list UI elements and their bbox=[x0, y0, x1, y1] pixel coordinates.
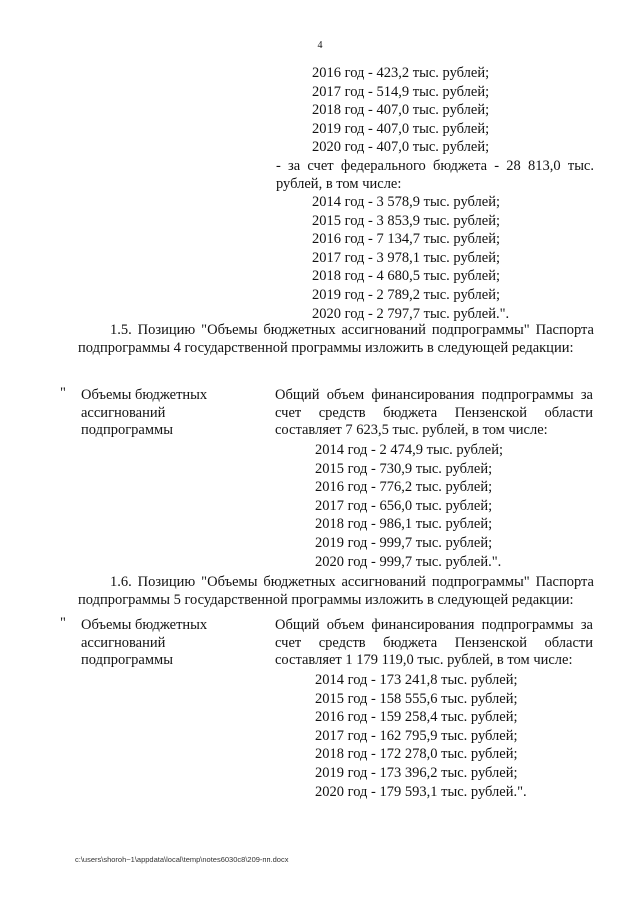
list-item: 2016 год - 7 134,7 тыс. рублей; bbox=[312, 231, 500, 248]
list-item: 2020 год - 179 593,1 тыс. рублей.". bbox=[315, 783, 527, 800]
section-1-5-text: 1.5. Позицию "Объемы бюджетных ассигнований подпрограммы" Паспорта подпрограммы 4 государственной программы изложить в следующей редакции: bbox=[78, 322, 594, 356]
section-1-6-desc: Общий объем финансирования подпрограммы за счет средств бюджета Пензенской области составляет 1 179 119,0 тыс. рублей, в том числе: bbox=[275, 617, 593, 668]
list-item: 2020 год - 407,0 тыс. рублей; bbox=[312, 139, 490, 156]
section-1-5-desc: Общий объем финансирования подпрограммы за счет средств бюджета Пензенской области составляет 7 623,5 тыс. рублей, в том числе: bbox=[275, 387, 593, 438]
list-item: 2018 год - 407,0 тыс. рублей; bbox=[312, 102, 490, 119]
section-1-5-label: Объемы бюджетных ассигнований подпрограммы bbox=[81, 387, 208, 438]
list-item: 2015 год - 3 853,9 тыс. рублей; bbox=[312, 212, 500, 229]
list-item: 2016 год - 776,2 тыс. рублей; bbox=[315, 479, 493, 496]
list-item: 2018 год - 172 278,0 тыс. рублей; bbox=[315, 746, 518, 763]
section-1-6-label: Объемы бюджетных ассигнований подпрограммы bbox=[81, 617, 208, 668]
section-1-6-text: 1.6. Позицию "Объемы бюджетных ассигнований подпрограммы" Паспорта подпрограммы 5 государственной программы изложить в следующей редакции: bbox=[78, 574, 594, 608]
section-1-6-years bbox=[315, 671, 527, 801]
list-item: 2017 год - 656,0 тыс. рублей; bbox=[315, 497, 493, 514]
list-item: 2018 год - 4 680,5 тыс. рублей; bbox=[312, 268, 500, 285]
top-years-list bbox=[312, 64, 489, 157]
list-item: 2019 год - 407,0 тыс. рублей; bbox=[312, 120, 490, 137]
page-number: 4 bbox=[317, 40, 323, 51]
footer-file-path: c:\users\shoroh~1\appdata\local\temp\notes6030c8\209-пп.docx bbox=[75, 855, 289, 864]
list-item: 2015 год - 158 555,6 тыс. рублей; bbox=[315, 690, 518, 707]
list-item: 2015 год - 730,9 тыс. рублей; bbox=[315, 460, 493, 477]
quote-mark: " bbox=[60, 615, 66, 631]
list-item: 2016 год - 423,2 тыс. рублей; bbox=[312, 65, 490, 81]
list-item: 2014 год - 3 578,9 тыс. рублей; bbox=[312, 194, 500, 210]
federal-years-list bbox=[312, 193, 509, 323]
list-item: 2017 год - 162 795,9 тыс. рублей; bbox=[315, 727, 518, 744]
list-item: 2020 год - 999,7 тыс. рублей.". bbox=[315, 553, 502, 570]
list-item: 2019 год - 173 396,2 тыс. рублей; bbox=[315, 764, 518, 781]
list-item: 2014 год - 2 474,9 тыс. рублей; bbox=[315, 442, 503, 458]
list-item: 2019 год - 999,7 тыс. рублей; bbox=[315, 534, 493, 551]
list-item: 2017 год - 514,9 тыс. рублей; bbox=[312, 83, 490, 100]
list-item: 2020 год - 2 797,7 тыс. рублей.". bbox=[312, 305, 510, 322]
list-item: 2017 год - 3 978,1 тыс. рублей; bbox=[312, 249, 500, 266]
section-1-5-years bbox=[315, 441, 503, 571]
list-item: 2019 год - 2 789,2 тыс. рублей; bbox=[312, 286, 500, 303]
quote-mark: " bbox=[60, 385, 66, 401]
list-item: 2016 год - 159 258,4 тыс. рублей; bbox=[315, 709, 518, 726]
list-item: 2018 год - 986,1 тыс. рублей; bbox=[315, 516, 493, 533]
federal-intro: - за счет федерального бюджета - 28 813,0 тыс. рублей, в том числе: bbox=[276, 158, 594, 192]
list-item: 2014 год - 173 241,8 тыс. рублей; bbox=[315, 672, 518, 688]
